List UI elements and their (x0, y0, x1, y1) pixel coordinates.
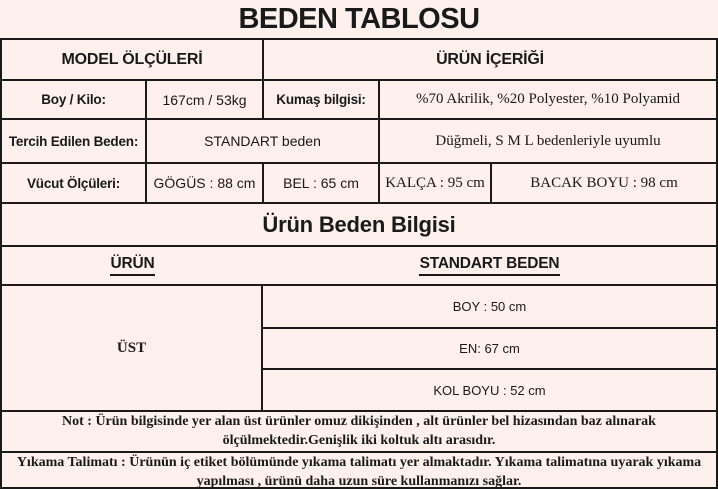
height-weight-value: 167cm / 53kg (147, 81, 264, 120)
size-measurements-table (2, 286, 716, 412)
preferred-size-label: Tercih Edilen Beden: (2, 120, 147, 164)
chest-value: GÖGÜS : 88 cm (147, 164, 264, 204)
measurement-note (2, 412, 716, 453)
size-table-header-row (2, 247, 716, 286)
washing-note-line1: Yıkama Talimatı : Ürünün iç etiket bölümünde yıkama talimatı yer almaktadır. Yıkama talimatına uyarak yıkama (16, 455, 702, 471)
washing-instructions-note (2, 453, 716, 489)
body-measures-label: Vücut Ölçüleri: (2, 164, 147, 204)
product-column-header-text: ÜRÜN (110, 255, 156, 276)
size-info-section-title: Ürün Beden Bilgisi (2, 204, 716, 247)
length-measurement-cell: BOY : 50 cm (263, 286, 716, 329)
standard-size-column-header-text: STANDART BEDEN (419, 255, 561, 276)
standard-size-column-header (263, 247, 716, 284)
page-title: BEDEN TABLOSU (238, 2, 480, 35)
fabric-info-value: %70 Akrilik, %20 Polyester, %10 Polyamid (380, 81, 716, 120)
measurement-note-line2: ölçülmektedir.Genişlik iki koltuk altı arasıdır. (222, 432, 496, 448)
waist-value: BEL : 65 cm (264, 164, 380, 204)
compatibility-value: Düğmeli, S M L bedenleriyle uyumlu (380, 120, 716, 164)
model-info-table (2, 40, 716, 204)
preferred-size-value: STANDART beden (147, 120, 380, 164)
product-name-cell: ÜST (2, 286, 263, 410)
leg-length-value: BACAK BOYU : 98 cm (492, 164, 716, 204)
washing-note-line2: yapılması , ürünü daha uzun süre kullanmanızı sağlar. (196, 473, 522, 489)
height-weight-label: Boy / Kilo: (2, 81, 147, 120)
product-column-header (2, 247, 263, 284)
width-measurement-cell: EN: 67 cm (263, 329, 716, 370)
measurement-note-line1: Not : Ürün bilgisinde yer alan üst ürünler omuz dikişinden , alt ürünler bel hizasından baz alınarak (62, 414, 656, 430)
sleeve-measurement-cell: KOL BOYU : 52 cm (433, 382, 546, 398)
fabric-info-label: Kumaş bilgisi: (264, 81, 380, 120)
model-measures-header: MODEL ÖLÇÜLERİ (2, 40, 264, 81)
product-content-header: ÜRÜN İÇERİĞİ (264, 40, 716, 81)
hip-value: KALÇA : 95 cm (380, 164, 492, 204)
table-container (0, 38, 718, 489)
